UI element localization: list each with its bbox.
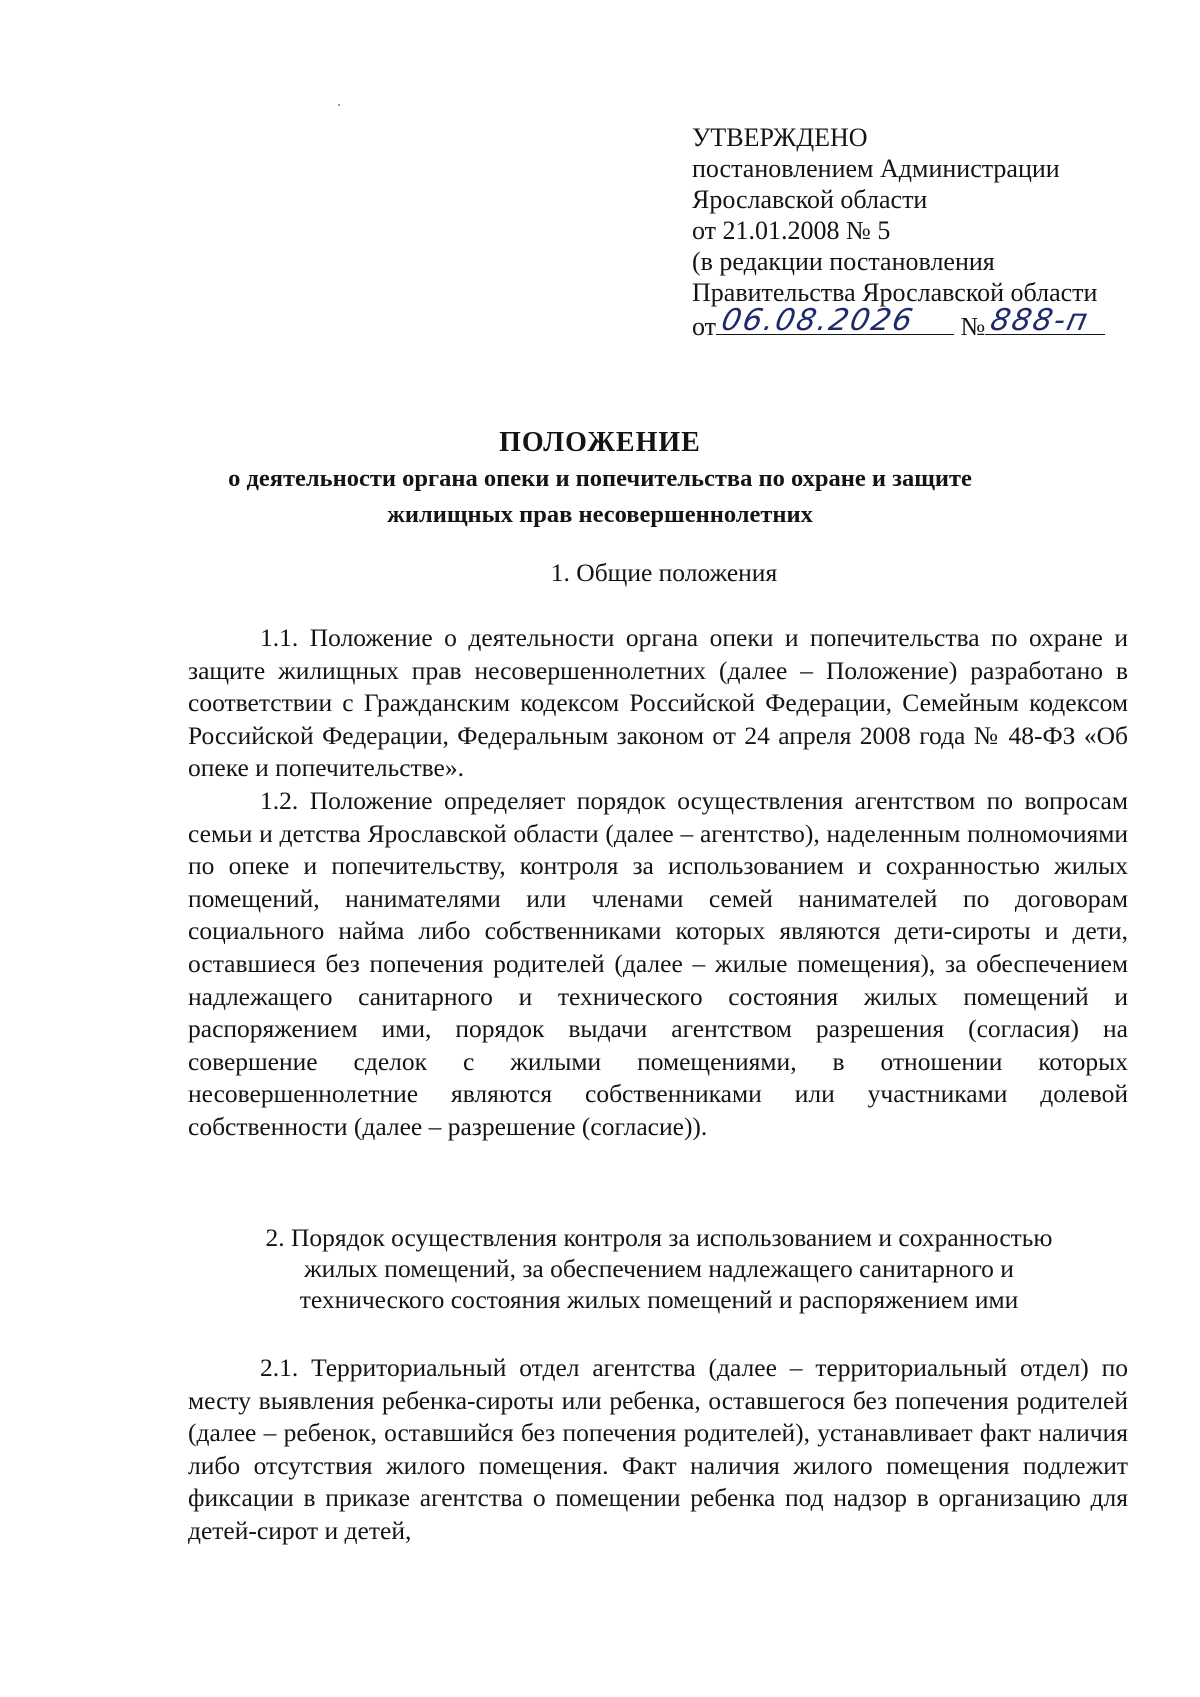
title-main: ПОЛОЖЕНИЕ — [499, 427, 701, 458]
from-label: от — [692, 312, 717, 341]
approval-heading: УТВЕРЖДЕНО — [692, 123, 868, 152]
approval-stamp — [692, 122, 1162, 342]
section-2-heading-line-1: 2. Порядок осуществления контроля за использованием и сохранностью — [265, 1223, 1053, 1252]
title-subtitle-line-1: о деятельности органа опеки и попечительства по охране и защите — [228, 465, 972, 492]
approval-edition-line: (в редакции постановления — [692, 247, 995, 276]
paragraph-1-2: 1.2. Положение определяет порядок осуществления агентством по вопросам семьи и детства Ярославской области (далее – агентство), наделенным полномочиями по опеке и попечительству, контроля за использованием и сохранностью жилых помещений, нанимателями или членами семей нанимателей по договорам социального найма либо собственниками которых являются дети-сироты и дети, оставшиеся без попечения родителей (далее – жилые помещения), за обеспечением надлежащего санитарного и технического состояния жилых помещений и распоряжением ими, порядок выдачи агентством разрешения (согласия) на совершение сделок с жилыми помещениями, в отношении которых несовершеннолетние являются собственниками или участниками долевой собственности (далее – разрешение (согласие)). — [188, 785, 1128, 1141]
section-2-heading-line-3: технического состояния жилых помещений и распоряжением ими — [299, 1285, 1019, 1314]
section-1-body — [188, 622, 1128, 1144]
number-blank — [985, 303, 1105, 338]
handwritten-number: 888-п — [987, 303, 1093, 338]
section-1-heading: 1. Общие положения — [550, 558, 778, 587]
section-2-body — [188, 1352, 1128, 1548]
paragraph-2-1: 2.1. Территориальный отдел агентства (далее – территориальный отдел) по месту выявления ребенка-сироты или ребенка, оставшегося без попечения родителей (далее – ребенок, оставшийся без попечения родителей), устанавливает факт наличия либо отсутствия жилого помещения. Факт наличия жилого помещения подлежит фиксации в приказе агентства о помещении ребенка под надзор в организацию для детей-сирот и детей, — [188, 1353, 1128, 1545]
handwritten-date: 06.08.2026 — [718, 303, 918, 338]
title-subtitle-line-2: жилищных прав несовершеннолетних — [387, 501, 813, 528]
approval-signature-line — [692, 303, 1162, 342]
section-2-heading-line-2: жилых помещений, за обеспечением надлежащего санитарного и — [304, 1254, 1014, 1283]
approval-government-line: Правительства Ярославской области — [692, 278, 1098, 307]
section-2-heading — [0, 1222, 1200, 1315]
date-blank — [716, 303, 954, 338]
approval-region-line: Ярославской области — [692, 185, 928, 214]
document-title — [0, 426, 1200, 532]
approval-resolution-line: постановлением Администрации — [692, 154, 1060, 183]
scan-speck — [338, 104, 340, 106]
number-label: № — [960, 312, 986, 341]
approval-date-line: от 21.01.2008 № 5 — [692, 216, 891, 245]
paragraph-1-1: 1.1. Положение о деятельности органа опеки и попечительства по охране и защите жилищных прав несовершеннолетних (далее – Положение) разработано в соответствии с Гражданским кодексом Российской Федерации, Семейным кодексом Российской Федерации, Федеральным законом от 24 апреля 2008 года № 48-ФЗ «Об опеке и попечительстве». — [188, 623, 1128, 783]
